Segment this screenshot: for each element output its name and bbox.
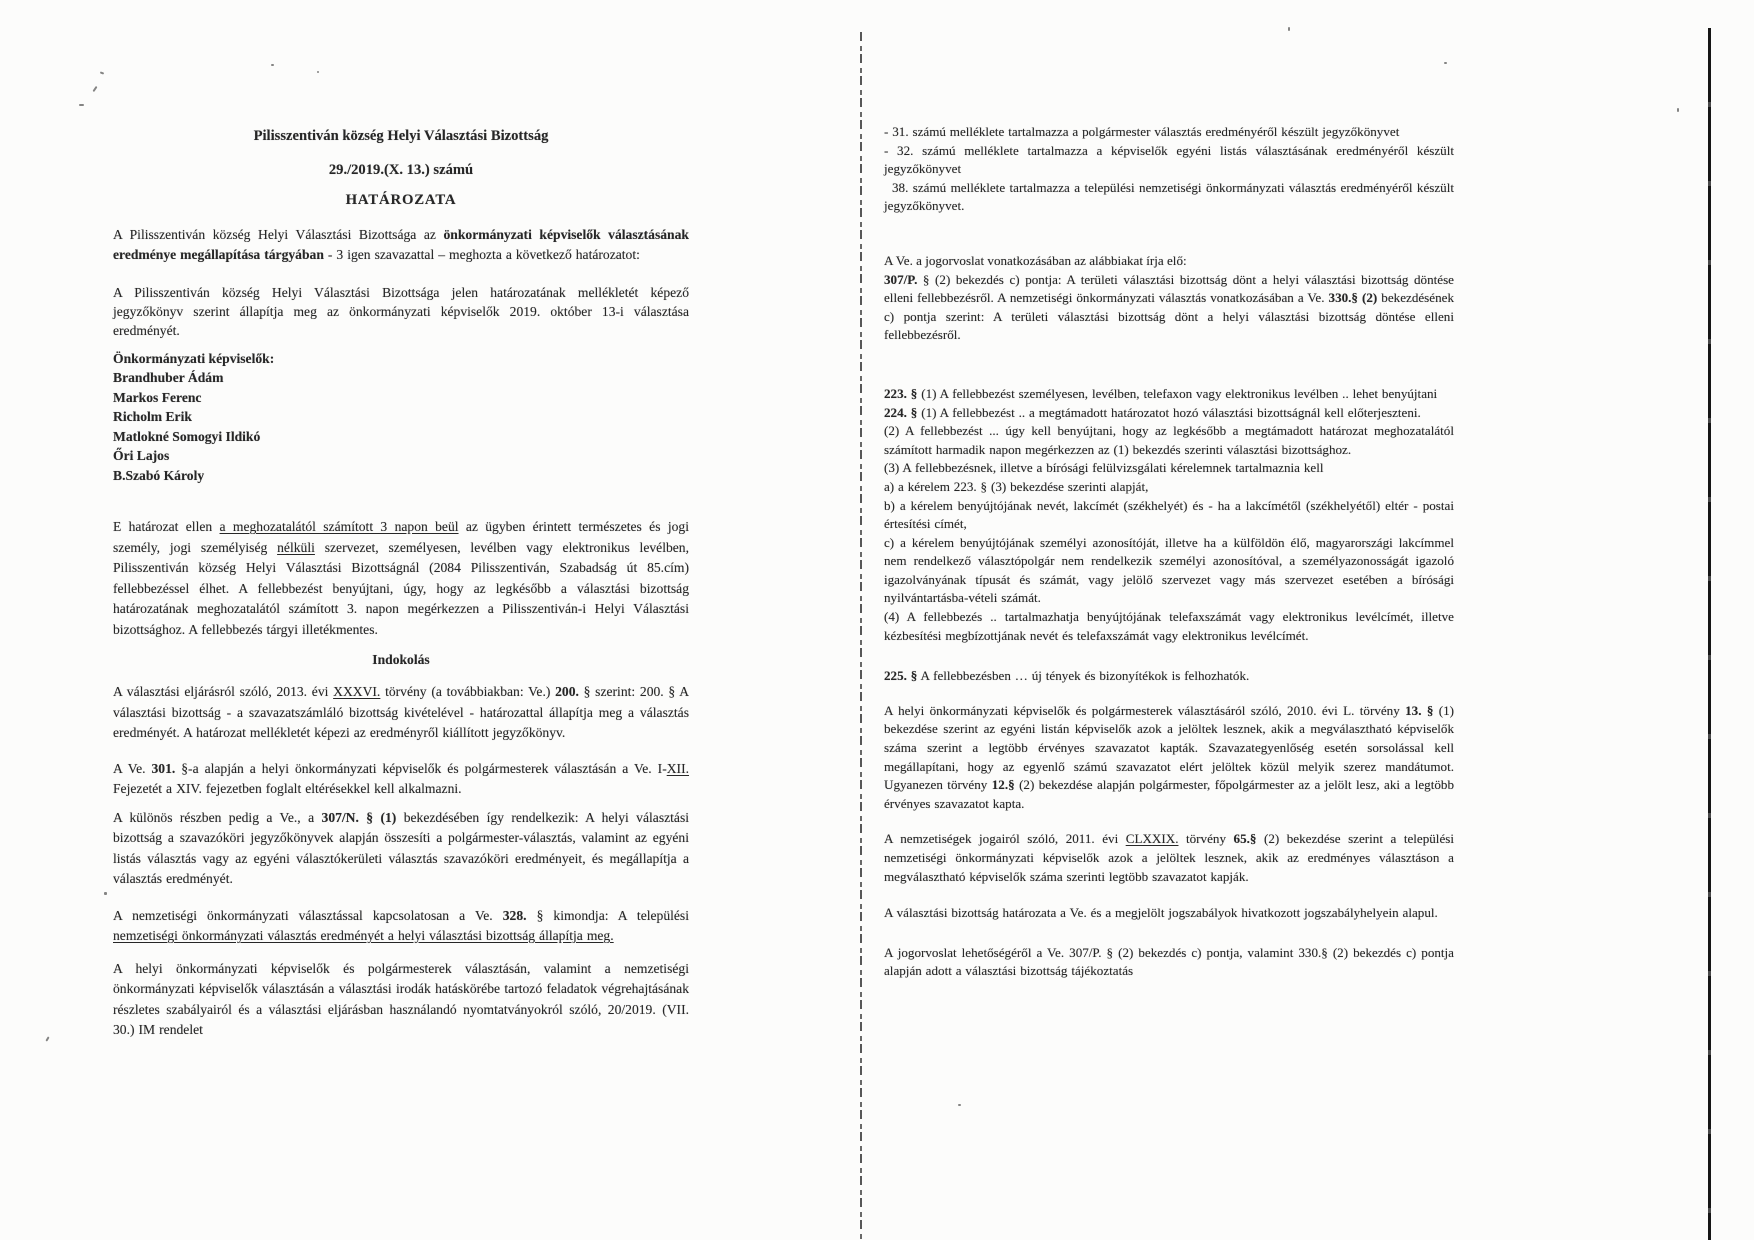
law-paragraph-ve307n: A különös részben pedig a Ve., a 307/N. § (1) bekezdésében így rendelkezik: A helyi választási bizottság a szavazóköri jegyzőkönyvek alapján összesíti a polgármester-választás, valamint az egyéni listás választás vagy az egyéni választókerületi választás szavazóköri eredményeit, és megállapítja a választás eredményét. (113, 809, 690, 887)
section-224-line: 224. § (1) A fellebbezést .. a megtámadott határozatot hozó választási bizottságnál kell előterjeszteni. (884, 404, 1421, 420)
annex-item: - 32. számú melléklete tartalmazza a képviselők egyéni listás választásának eredményéről készült jegyzőkönyvet (884, 142, 1454, 177)
scan-artifact (104, 892, 107, 895)
paragraph-307p: 307/P. § (2) bekezdés c) pontja: A területi választási bizottság dönt a helyi választási bizottság döntése elleni fellebbezésről. A nemzetiségi önkormányzati választás vonatkozásában a Ve. 330.§ (2) bekezdésének c) pontja szerint: A területi választási bizottság dönt a helyi választási bizottság döntése elleni fellebbezésről. (884, 271, 1454, 343)
scan-artifact (271, 64, 274, 66)
resolution-heading: HATÁROZATA (345, 192, 457, 208)
law-paragraph-im-rendelet: A helyi önkormányzati képviselők és polgármesterek választásán, valamint a nemzetiségi önkormányzati képviselők választásán a választási irodák hatáskörébe tartozó feladatok végrehajtásának részletes szabályairól és a választási eljárásban használandó nyomtatványokról szóló, 20/2019. (VII. 30.) IM rendelet (113, 960, 689, 1038)
basis-paragraph: A választási bizottság határozata a Ve. és a megjelölt jogszabályok hivatkozott jogszabályhelyein alapul. (884, 905, 1438, 921)
scan-artifact (958, 1104, 961, 1106)
legal-remedy-block (884, 252, 1454, 345)
section-224-sub4: (4) A fellebbezés .. tartalmazhatja benyújtójának telefaxszámát vagy elektronikus levélcímét, illetve kézbesítési megbízottjának nevét és telefaxszámát vagy elektronikus levélcímét. (884, 609, 1454, 643)
representative-name: Őri Lajos (113, 448, 170, 464)
scan-edge-line (1708, 28, 1711, 1240)
law-2011-paragraph: A nemzetiségek jogairól szóló, 2011. évi CLXXIX. törvény 65.§ (2) bekezdése szerint a települési nemzetiségi önkormányzati képviselők azok a jelöltek lesznek, akik az eredményes választáson a megválasztható képviselők száma szerinti legtöbb szavazatot kapják. (884, 831, 1454, 884)
information-paragraph: A jogorvoslat lehetőségéről a Ve. 307/P. § (2) bekezdés c) pontja, valamint 330.§ (2) bekezdés c) pontja alapján adott a választási bizottság tájékoztatás (884, 944, 1454, 979)
indokolas-heading: Indokolás (372, 652, 430, 668)
law-paragraph-ve328: A nemzetiségi önkormányzati választással kapcsolatosan a Ve. 328. § kimondja: A települési nemzetiségi önkormányzati választás eredményét a helyi választási bizottság állapítja meg. (113, 907, 690, 944)
representative-name: Brandhuber Ádám (113, 370, 224, 386)
law-2010-paragraph: A helyi önkormányzati képviselők és polgármesterek választásáról szóló, 2010. évi L. törvény 13. § (1) bekezdése szerint az egyéni listán képviselők azok a jelöltek lesznek, akik a megválasztható képviselők száma szerint a legtöbb érvényes szavazatot kapták. Szavazategyenlőség esetén sorsolással kell megállapítani, hogy az egyenlő számú szavazatot elért jelöltek közül melyik szerez mandátumot. Ugyanezen törvény 12.§ (2) bekezdése alapján polgármester, főpolgármester az a jelölt lesz, aki a legtöbb érvényes szavazatot kapta. (884, 702, 1454, 811)
representatives-heading: Önkormányzati képviselők: (113, 350, 275, 366)
representative-name: Markos Ferenc (113, 389, 202, 405)
annex-item: - 31. számú melléklete tartalmazza a polgármester választás eredményéről készült jegyzőkönyvet (884, 124, 1400, 139)
law-paragraph-ve301: A Ve. 301. §-a alapján a helyi önkormányzati képviselők és polgármesterek választásán a Ve. I-XII. Fejezetét a XIV. fejezetben foglalt eltérésekkel kell alkalmazni. (113, 760, 690, 797)
scan-artifact (45, 1036, 49, 1041)
scan-artifact (1677, 108, 1679, 112)
section-223-line: 223. § (1) A fellebbezést személyesen, levélben, telefaxon vagy elektronikus levélben .. lehet benyújtani (884, 385, 1438, 401)
law-paragraph-ve200: A választási eljárásról szóló, 2013. évi XXXVI. törvény (a továbbiakban: Ve.) 200. § szerint: 200. § A választási bizottság - a szavazatszámláló bizottság kivételével - határozattal állapítja meg a választás eredményét. A határozat mellékletét képezi az eredményről kiállított jegyzőkönyv. (113, 684, 690, 741)
decision-paragraph: A Pilisszentiván község Helyi Választási Bizottsága jelen határozatának mellékletét képező jegyzőkönyv szerint állapítja meg az önkormányzati képviselők 2019. október 13-i választása eredményét. (113, 284, 689, 338)
page-right (884, 0, 1454, 981)
page-seam-line (860, 32, 862, 1240)
intro-paragraph: A Pilisszentiván község Helyi Választási Bizottsága az önkormányzati képviselők választásának eredménye megállapítása tárgyában - 3 igen szavazattal – meghozta a következő határozatot: (113, 227, 689, 263)
scan-artifact (92, 86, 97, 92)
scan-artifact (79, 104, 84, 106)
section-224-point-a: a) a kérelem 223. § (3) bekezdése szerinti alapját, (884, 478, 1149, 494)
legal-remedy-intro: A Ve. a jogorvoslat vonatkozásában az alábbiakat írja elő: (884, 252, 1187, 268)
representative-name: Richolm Erik (113, 409, 192, 425)
scan-artifact (1288, 27, 1290, 31)
section-224-point-b: b) a kérelem benyújtójának nevét, lakcímét (székhelyét) és - ha a lakcímétől (székhelyétől) eltér - postai értesítési címét, (884, 497, 1454, 532)
representative-name: B.Szabó Károly (113, 467, 205, 483)
section-223-block (884, 385, 1454, 645)
section-225: 225. § A fellebbezésben … új tények és bizonyítékok is felhozhatók. (884, 668, 1250, 684)
scan-artifact (100, 71, 104, 74)
annex-item: 38. számú melléklete tartalmazza a települési nemzetiségi önkormányzati választás eredményéről készült jegyzőkönyvet. (884, 179, 1454, 214)
appeal-paragraph: E határozat ellen a meghozatalától számított 3 napon beül az ügyben érintett természetes és jogi személy, jogi személyiség nélküli szervezet, személyesen, levélben vagy elektronikus levélben, Pilisszentiván község Helyi Választási Bizottságnál (2084 Pilisszentiván, Szabadság út 85.cím) fellebbezéssel élhet. A fellebbezést benyújtani, úgy, hogy az legkésőbb a választási bizottság határozatának meghozatalától számított 3. napon megérkezzen a Pilisszentiván-i Helyi Választási bizottsághoz. A fellebbezés tárgyi illetékmentes. (113, 519, 689, 637)
scan-artifact (317, 71, 319, 73)
representatives-list (113, 349, 689, 486)
scan-artifact (1444, 62, 1447, 64)
page-left (113, 0, 689, 1041)
section-224-sub2: (2) A fellebbezést ... úgy kell benyújtani, hogy az legkésőbb a megtámadott határozat meghozatalától számított harmadik napon megérkezzen az (1) bekezdés szerinti választási bizottsághoz. (884, 423, 1454, 457)
representative-name: Matlokné Somogyi Ildikó (113, 428, 261, 444)
doc-title: Pilisszentiván község Helyi Választási Bizottság (253, 128, 549, 144)
resolution-number: 29./2019.(X. 13.) számú (328, 162, 474, 178)
section-224-sub3: (3) A fellebbezésnek, illetve a bírósági felülvizsgálati kérelemnek tartalmaznia kell (884, 460, 1324, 476)
annex-list (884, 123, 1454, 216)
section-224-point-c: c) a kérelem benyújtójának személyi azonosítóját, illetve ha a külföldön élő, magyarországi lakcímmel nem rendelkező választópolgár nem rendelkezik személyi azonosítóval, a személyazonosságát igazoló igazolványának típusát és számát, vagy jelölő szervezet vagy más szervezet esetében a bírósági nyilvántartásba-vételi számát. (884, 534, 1454, 606)
